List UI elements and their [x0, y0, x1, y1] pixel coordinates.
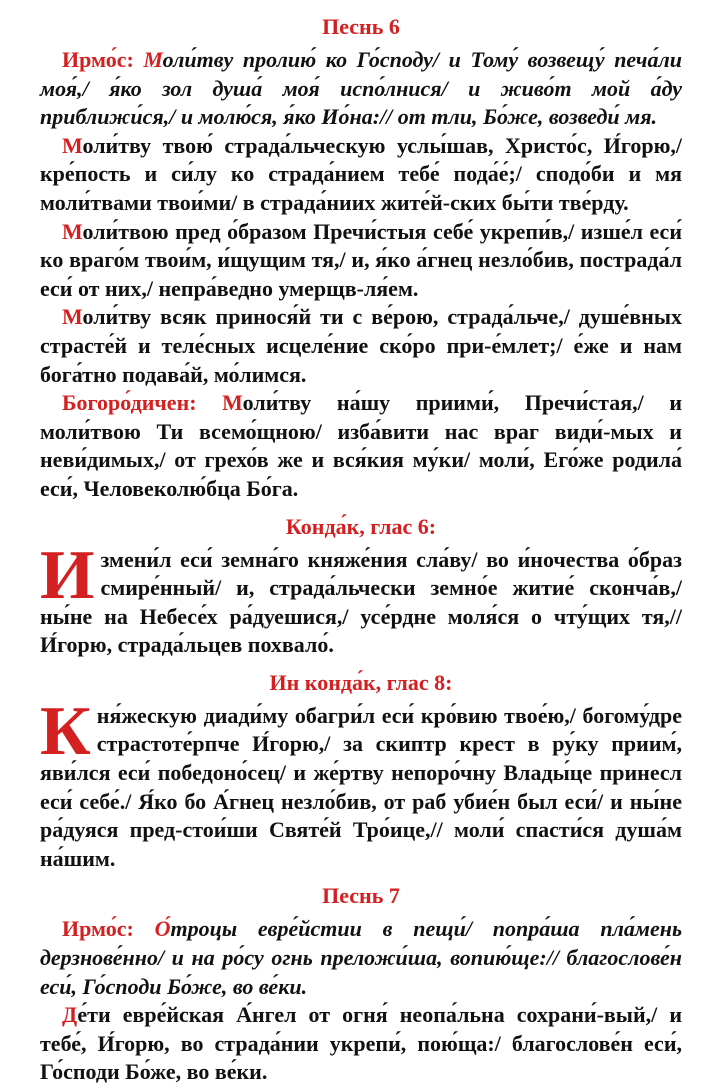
- kontakion2-text-block: [40, 692, 682, 874]
- irmos-label: Ирмо́с:: [62, 916, 155, 942]
- troparion-initial: Д: [62, 1002, 78, 1028]
- irmos-text: оли́тву пролию́ ко Го́споду/ и Тому́ возвещу́ печа́ли моя́,/ я́ко зол душа́ моя́ испо́лнися/ и живо́т мой а́ду приближи́ся,/ и молю́ся, я́ко Ио́на:// от тли, Бо́же, возведи́ мя.: [40, 47, 682, 130]
- song7-troparion-1: [40, 1001, 682, 1087]
- song6-troparion-2: [40, 218, 682, 304]
- kontakion2-text: ня́жескую диади́му обагри́л еси́ кро́вию твое́ю,/ богому́дре страстоте́рпче И́горю,/ за скиптр крест в ру́ку приим́, яви́лся еси́ победоно́сец/ и же́ртву непоро́чну Влады́це принесл еси́ себе́./ Я́ко бо А́гнец незло́бив, от раб убие́н был еси́/ и ны́не ра́дуяся пред-стои́ши Святе́й Тро́ице,// моли́ спасти́ся душа́м на́шим.: [40, 702, 682, 871]
- troparion-text: оли́твою пред о́бразом Пречи́стыя себе́ укрепи́в,/ изше́л еси́ ко враго́м твои́м, и́щущим тя,/ и, я́ко а́гнец незло́бив, пострада́л еси́ от них,/ непра́ведно умерщв-ля́ем.: [40, 218, 682, 301]
- song6-theotokion: [40, 389, 682, 503]
- troparion-text: оли́тву твою́ страда́льческую услы́шав, Христо́с, И́горю,/ кре́пость и си́лу ко страда́нием тебе́ пода́е́;/ сподо́би и мя моли́твами твои́ми/ в страда́ниих жите́й-ских бы́ти тве́рду.: [40, 132, 682, 215]
- irmos-text: троцы евре́йстии в пещи́/ попра́ша пла́мень дерзнове́нно/ и на ро́су огнь преложи́ша, вопию́ще:// благослове́н еси́, Го́споди Бо́же, во ве́ки.: [40, 916, 682, 999]
- kontakion-dropcap: И: [40, 536, 95, 614]
- troparion-text: е́ти евре́йская А́нгел от огня́ неопа́льна сохрани́-вый,/ и тебе́, И́горю, во страда́нии укрепи́, пою́ща:/ благослове́н еси́, Го́споди Бо́же, во ве́ки.: [40, 1002, 682, 1085]
- song7-irmos: [40, 915, 682, 1001]
- kontakion-text: змени́л еси́ земна́го княже́ния сла́ву/ во и́ночества о́браз смире́нный/ и, страда́льчески земно́е житие́ сконча́в,/ ны́не на Небесе́х ра́дуешися,/ усе́рдне моля́ся о чту́щих тя,// И́горю, страда́льцев похвало́.: [40, 546, 682, 658]
- irmos-initial: О́: [154, 916, 171, 942]
- kontakion2-heading: Ин конда́к, глас 8:: [269, 669, 453, 695]
- troparion-text: оли́тву всяк принося́й ти с ве́рою, страда́льче,/ душе́вных страсте́й и теле́сных исцеле́ние ско́ро при-е́млет;/ е́же и нам бога́тно подава́й, мо́лимся.: [40, 304, 682, 387]
- song6-troparion-1: [40, 132, 682, 218]
- kontakion-text-block: [40, 536, 682, 660]
- theotokion-label: Богоро́дичен:: [62, 390, 223, 416]
- troparion-initial: М: [62, 304, 83, 330]
- irmos-initial: М: [143, 47, 163, 72]
- troparion-initial: М: [62, 132, 83, 158]
- song6-troparion-3: [40, 303, 682, 389]
- song6-heading: Песнь 6: [322, 14, 400, 39]
- theotokion-text: оли́тву на́шу приими́, Пречи́стая,/ и моли́твою Ти всемо́щною/ изба́вити нас враг види́-мых и неви́димых,/ от грехо́в же и вся́кия му́ки/ моли́, Его́же родила́ еси́, Человеколю́бца Бо́га.: [40, 390, 682, 501]
- song6-irmos: [40, 46, 682, 132]
- theotokion-initial: М: [222, 390, 243, 416]
- kontakion-heading: Конда́к, глас 6:: [285, 513, 437, 539]
- irmos-label: Ирмо́с:: [62, 47, 144, 72]
- kontakion2-dropcap: К: [40, 692, 91, 770]
- troparion-initial: М: [62, 218, 83, 244]
- song7-heading: Песнь 7: [322, 883, 400, 909]
